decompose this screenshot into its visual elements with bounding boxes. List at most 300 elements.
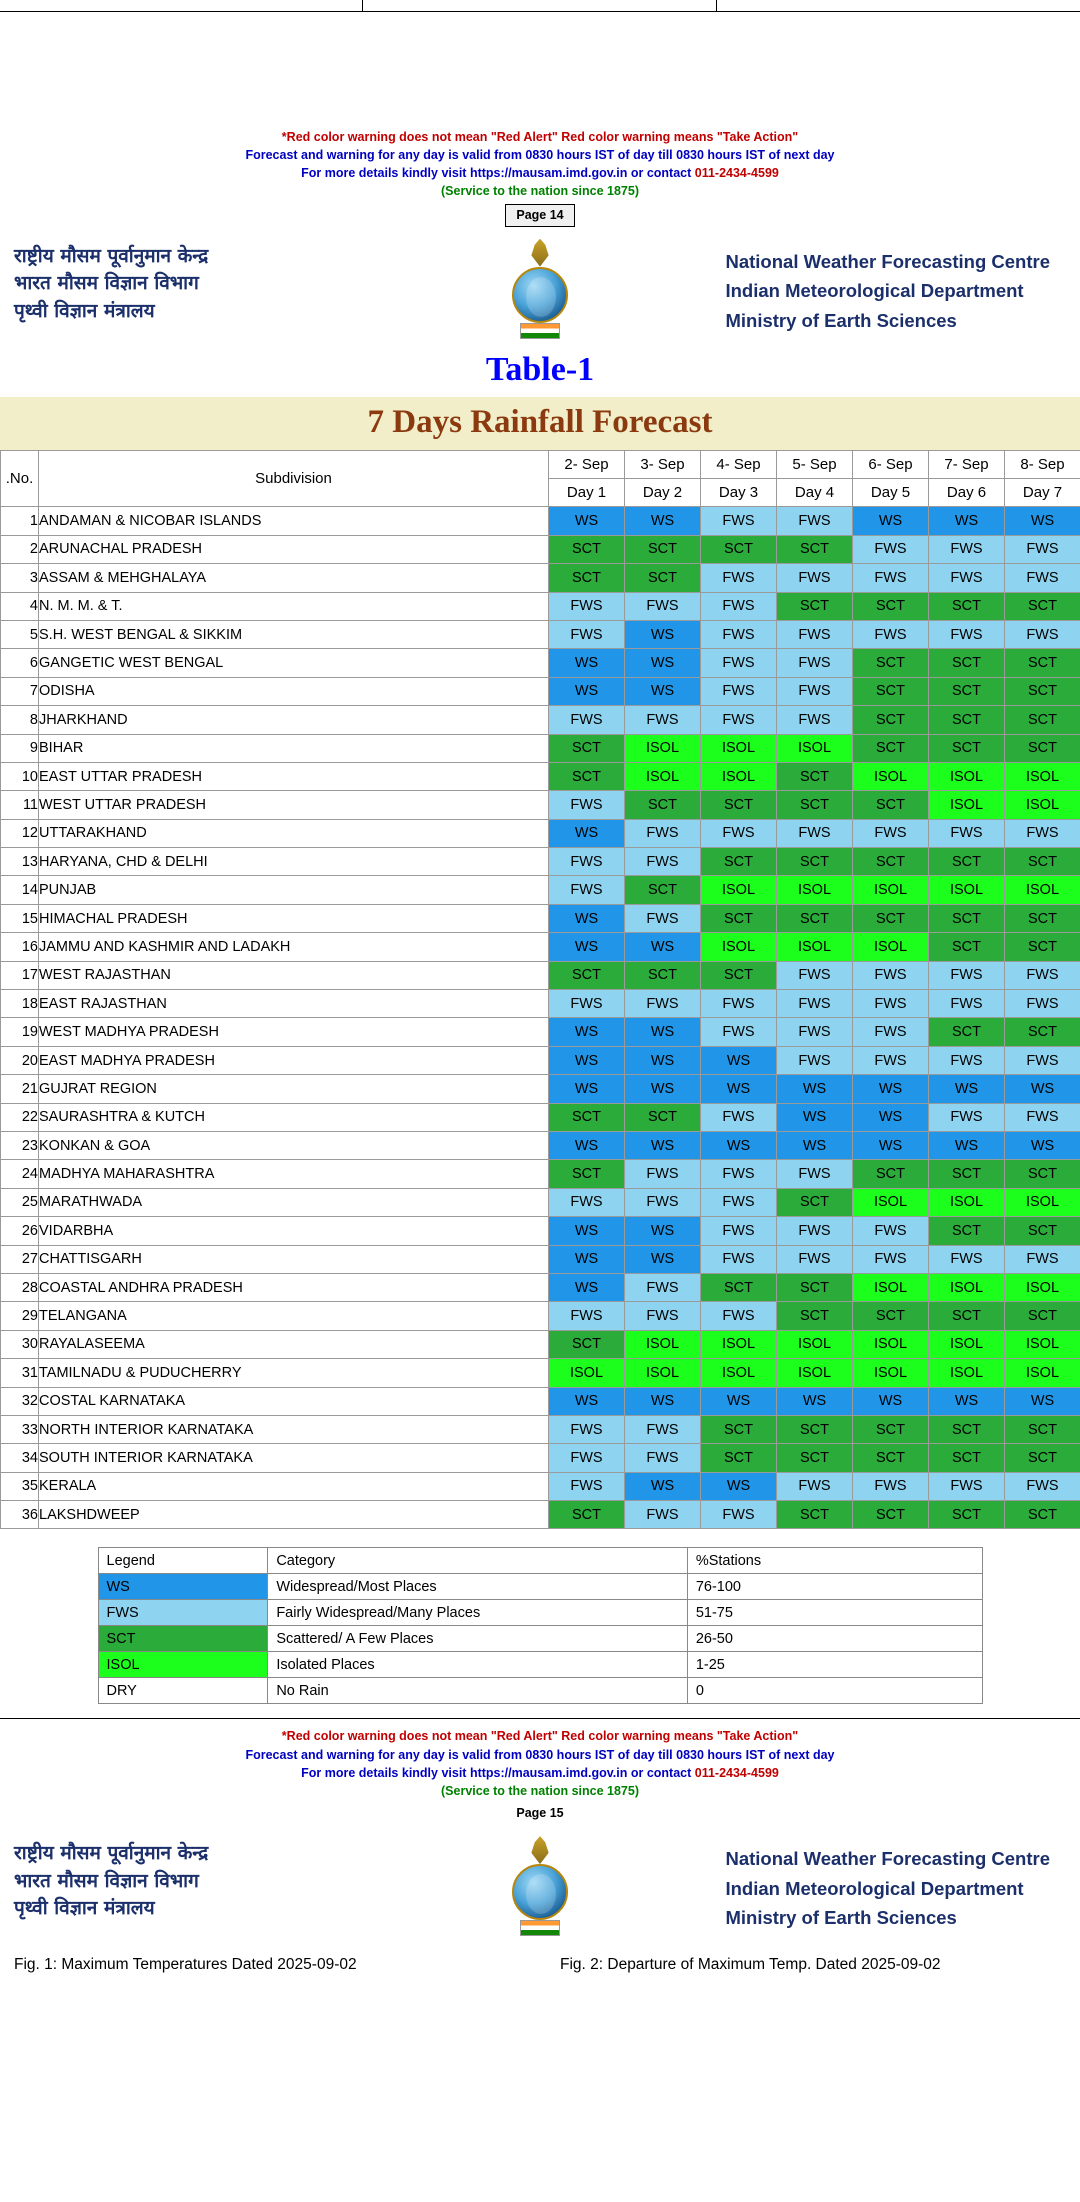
forecast-cell-day-6: ISOL xyxy=(929,762,1005,790)
header-date-6: 7- Sep xyxy=(929,450,1005,478)
forecast-cell-day-5: FWS xyxy=(853,1046,929,1074)
table-row xyxy=(1,1075,1080,1103)
forecast-cell-day-6: SCT xyxy=(929,1018,1005,1046)
forecast-cell-day-1: FWS xyxy=(549,592,625,620)
row-serial-no: 32 xyxy=(1,1387,39,1415)
forecast-cell-day-1: SCT xyxy=(549,535,625,563)
legend-percent-stations: 76-100 xyxy=(687,1574,982,1600)
forecast-cell-day-3: FWS xyxy=(701,1217,777,1245)
row-subdivision-name: ANDAMAN & NICOBAR ISLANDS xyxy=(39,507,549,535)
row-serial-no: 34 xyxy=(1,1444,39,1472)
letterhead-eng-line1: National Weather Forecasting Centre xyxy=(725,250,1050,272)
forecast-cell-day-5: ISOL xyxy=(853,876,929,904)
row-subdivision-name: LAKSHDWEEP xyxy=(39,1501,549,1529)
forecast-cell-day-5: SCT xyxy=(853,791,929,819)
row-subdivision-name: UTTARAKHAND xyxy=(39,819,549,847)
forecast-cell-day-3: ISOL xyxy=(701,762,777,790)
row-serial-no: 28 xyxy=(1,1273,39,1301)
header-day-5: Day 5 xyxy=(853,479,929,507)
forecast-cell-day-2: WS xyxy=(625,933,701,961)
forecast-cell-day-4: FWS xyxy=(777,649,853,677)
forecast-cell-day-2: FWS xyxy=(625,706,701,734)
forecast-cell-day-5: SCT xyxy=(853,904,929,932)
forecast-cell-day-2: SCT xyxy=(625,1103,701,1131)
forecast-cell-day-4: SCT xyxy=(777,1273,853,1301)
table-row xyxy=(1,1245,1080,1273)
row-subdivision-name: WEST MADHYA PRADESH xyxy=(39,1018,549,1046)
forecast-cell-day-2: WS xyxy=(625,649,701,677)
row-subdivision-name: JHARKHAND xyxy=(39,706,549,734)
row-subdivision-name: TELANGANA xyxy=(39,1302,549,1330)
forecast-cell-day-5: SCT xyxy=(853,1415,929,1443)
letterhead-eng-line2-bottom: Indian Meteorological Department xyxy=(725,1877,1024,1899)
forecast-cell-day-3: FWS xyxy=(701,1018,777,1046)
row-subdivision-name: VIDARBHA xyxy=(39,1217,549,1245)
row-subdivision-name: SOUTH INTERIOR KARNATAKA xyxy=(39,1444,549,1472)
forecast-cell-day-1: SCT xyxy=(549,1501,625,1529)
header-day-1: Day 1 xyxy=(549,479,625,507)
table-row xyxy=(1,1103,1080,1131)
header-date-2: 3- Sep xyxy=(625,450,701,478)
table-row xyxy=(1,876,1080,904)
legend-percent-stations: 26-50 xyxy=(687,1626,982,1652)
forecast-cell-day-5: FWS xyxy=(853,1472,929,1500)
forecast-cell-day-3: SCT xyxy=(701,535,777,563)
forecast-cell-day-5: SCT xyxy=(853,706,929,734)
top-horizontal-rule xyxy=(0,11,1080,12)
forecast-cell-day-4: WS xyxy=(777,1132,853,1160)
disclaimer-line-red: *Red color warning does not mean "Red Alert" Red color warning means "Take Action" xyxy=(281,130,799,144)
forecast-cell-day-7: SCT xyxy=(1005,734,1080,762)
forecast-cell-day-7: FWS xyxy=(1005,620,1080,648)
forecast-cell-day-4: ISOL xyxy=(777,1359,853,1387)
forecast-cell-day-4: SCT xyxy=(777,791,853,819)
legend-category: Isolated Places xyxy=(268,1652,688,1678)
forecast-cell-day-7: SCT xyxy=(1005,592,1080,620)
forecast-cell-day-3: FWS xyxy=(701,649,777,677)
letterhead-eng-line3-bottom: Ministry of Earth Sciences xyxy=(725,1907,957,1929)
row-serial-no: 31 xyxy=(1,1359,39,1387)
banner-title: 7 Days Rainfall Forecast xyxy=(0,397,1080,450)
top-disclaimer xyxy=(0,128,1080,227)
forecast-cell-day-3: ISOL xyxy=(701,876,777,904)
disclaimer-line-validity-bottom: Forecast and warning for any day is valid from 0830 hours IST of day till 0830 hours IST of next day xyxy=(245,1747,835,1762)
legend-category: Fairly Widespread/Many Places xyxy=(268,1600,688,1626)
row-serial-no: 7 xyxy=(1,677,39,705)
forecast-cell-day-7: FWS xyxy=(1005,990,1080,1018)
forecast-cell-day-6: SCT xyxy=(929,1415,1005,1443)
letterhead-hindi-line3-bottom: पृथ्वी विज्ञान मंत्रालय xyxy=(14,1897,155,1920)
forecast-cell-day-4: FWS xyxy=(777,1245,853,1273)
table-row xyxy=(1,1415,1080,1443)
forecast-cell-day-7: WS xyxy=(1005,1075,1080,1103)
forecast-cell-day-5: ISOL xyxy=(853,762,929,790)
forecast-cell-day-3: FWS xyxy=(701,677,777,705)
legend-header-row xyxy=(98,1548,982,1574)
forecast-cell-day-7: FWS xyxy=(1005,819,1080,847)
forecast-cell-day-1: FWS xyxy=(549,1302,625,1330)
forecast-cell-day-2: FWS xyxy=(625,1501,701,1529)
forecast-cell-day-5: FWS xyxy=(853,961,929,989)
forecast-cell-day-1: WS xyxy=(549,1217,625,1245)
forecast-cell-day-5: FWS xyxy=(853,1245,929,1273)
forecast-cell-day-7: FWS xyxy=(1005,564,1080,592)
header-date-5: 6- Sep xyxy=(853,450,929,478)
forecast-cell-day-5: SCT xyxy=(853,848,929,876)
row-serial-no: 8 xyxy=(1,706,39,734)
forecast-cell-day-3: ISOL xyxy=(701,1330,777,1358)
forecast-cell-day-2: WS xyxy=(625,1387,701,1415)
forecast-cell-day-1: FWS xyxy=(549,848,625,876)
row-serial-no: 14 xyxy=(1,876,39,904)
legend-category: Widespread/Most Places xyxy=(268,1574,688,1600)
forecast-cell-day-4: FWS xyxy=(777,507,853,535)
forecast-cell-day-1: SCT xyxy=(549,762,625,790)
row-serial-no: 33 xyxy=(1,1415,39,1443)
forecast-cell-day-7: WS xyxy=(1005,1387,1080,1415)
forecast-cell-day-1: WS xyxy=(549,933,625,961)
legend-code: SCT xyxy=(98,1626,268,1652)
disclaimer-line-contact xyxy=(0,164,1080,182)
forecast-cell-day-5: WS xyxy=(853,507,929,535)
contact-mid: or contact xyxy=(627,166,695,181)
forecast-cell-day-7: SCT xyxy=(1005,677,1080,705)
forecast-cell-day-7: SCT xyxy=(1005,1217,1080,1245)
forecast-cell-day-4: ISOL xyxy=(777,876,853,904)
forecast-cell-day-4: FWS xyxy=(777,1160,853,1188)
forecast-cell-day-3: WS xyxy=(701,1075,777,1103)
forecast-cell-day-4: SCT xyxy=(777,535,853,563)
figure-2-caption: Fig. 2: Departure of Maximum Temp. Dated 2025-09-02 xyxy=(560,1956,941,1974)
header-date-3: 4- Sep xyxy=(701,450,777,478)
forecast-cell-day-6: FWS xyxy=(929,1103,1005,1131)
row-serial-no: 1 xyxy=(1,507,39,535)
forecast-cell-day-6: SCT xyxy=(929,933,1005,961)
forecast-cell-day-7: SCT xyxy=(1005,933,1080,961)
legend-header-category: Category xyxy=(268,1548,688,1574)
table-row xyxy=(1,848,1080,876)
forecast-cell-day-4: SCT xyxy=(777,904,853,932)
forecast-cell-day-3: ISOL xyxy=(701,933,777,961)
forecast-cell-day-1: FWS xyxy=(549,1472,625,1500)
disclaimer-line-validity: Forecast and warning for any day is valid from 0830 hours IST of day till 0830 hours IST of next day xyxy=(245,148,835,163)
forecast-cell-day-6: WS xyxy=(929,507,1005,535)
forecast-cell-day-1: WS xyxy=(549,507,625,535)
forecast-cell-day-6: FWS xyxy=(929,620,1005,648)
disclaimer-line-service-bottom: (Service to the nation since 1875) xyxy=(441,1783,639,1798)
forecast-cell-day-5: WS xyxy=(853,1387,929,1415)
row-serial-no: 27 xyxy=(1,1245,39,1273)
forecast-cell-day-3: WS xyxy=(701,1046,777,1074)
forecast-cell-day-1: FWS xyxy=(549,990,625,1018)
forecast-cell-day-3: WS xyxy=(701,1387,777,1415)
forecast-cell-day-4: FWS xyxy=(777,961,853,989)
row-serial-no: 3 xyxy=(1,564,39,592)
forecast-cell-day-2: FWS xyxy=(625,990,701,1018)
forecast-cell-day-3: SCT xyxy=(701,791,777,819)
forecast-cell-day-4: SCT xyxy=(777,1415,853,1443)
row-serial-no: 20 xyxy=(1,1046,39,1074)
forecast-cell-day-6: ISOL xyxy=(929,1188,1005,1216)
row-subdivision-name: N. M. M. & T. xyxy=(39,592,549,620)
contact-mid-bottom: or contact xyxy=(627,1765,695,1780)
forecast-cell-day-1: SCT xyxy=(549,1103,625,1131)
forecast-cell-day-6: SCT xyxy=(929,1302,1005,1330)
forecast-cell-day-3: FWS xyxy=(701,1302,777,1330)
legend-header-pct: %Stations xyxy=(687,1548,982,1574)
forecast-cell-day-3: FWS xyxy=(701,564,777,592)
table-row xyxy=(1,961,1080,989)
row-serial-no: 10 xyxy=(1,762,39,790)
table-row xyxy=(1,1217,1080,1245)
letterhead-hindi-line2-bottom: भारत मौसम विज्ञान विभाग xyxy=(14,1869,199,1892)
forecast-cell-day-1: WS xyxy=(549,1018,625,1046)
legend-code: DRY xyxy=(98,1678,268,1704)
forecast-cell-day-6: FWS xyxy=(929,990,1005,1018)
forecast-cell-day-2: SCT xyxy=(625,961,701,989)
forecast-cell-day-2: ISOL xyxy=(625,1330,701,1358)
forecast-cell-day-4: ISOL xyxy=(777,734,853,762)
row-serial-no: 9 xyxy=(1,734,39,762)
forecast-cell-day-2: WS xyxy=(625,1132,701,1160)
forecast-cell-day-4: WS xyxy=(777,1103,853,1131)
table-row xyxy=(1,1387,1080,1415)
forecast-cell-day-4: FWS xyxy=(777,564,853,592)
header-date-1: 2- Sep xyxy=(549,450,625,478)
forecast-cell-day-2: FWS xyxy=(625,1160,701,1188)
forecast-cell-day-1: WS xyxy=(549,677,625,705)
forecast-cell-day-1: SCT xyxy=(549,734,625,762)
row-serial-no: 4 xyxy=(1,592,39,620)
row-subdivision-name: NORTH INTERIOR KARNATAKA xyxy=(39,1415,549,1443)
forecast-cell-day-5: WS xyxy=(853,1103,929,1131)
forecast-cell-day-2: FWS xyxy=(625,1302,701,1330)
row-serial-no: 26 xyxy=(1,1217,39,1245)
forecast-table-body xyxy=(1,507,1080,1529)
forecast-cell-day-6: FWS xyxy=(929,535,1005,563)
forecast-cell-day-3: SCT xyxy=(701,961,777,989)
legend-row xyxy=(98,1626,982,1652)
forecast-cell-day-2: ISOL xyxy=(625,1359,701,1387)
forecast-cell-day-1: WS xyxy=(549,1132,625,1160)
header-day-7: Day 7 xyxy=(1005,479,1080,507)
forecast-cell-day-7: SCT xyxy=(1005,904,1080,932)
forecast-cell-day-6: FWS xyxy=(929,1046,1005,1074)
row-subdivision-name: GUJRAT REGION xyxy=(39,1075,549,1103)
table-row xyxy=(1,1330,1080,1358)
row-subdivision-name: PUNJAB xyxy=(39,876,549,904)
figure-captions xyxy=(0,1956,1080,1974)
forecast-cell-day-6: SCT xyxy=(929,1160,1005,1188)
row-subdivision-name: KERALA xyxy=(39,1472,549,1500)
contact-phone: 011-2434-4599 xyxy=(694,166,779,181)
row-subdivision-name: SAURASHTRA & KUTCH xyxy=(39,1103,549,1131)
row-subdivision-name: GANGETIC WEST BENGAL xyxy=(39,649,549,677)
forecast-cell-day-5: FWS xyxy=(853,535,929,563)
forecast-cell-day-7: ISOL xyxy=(1005,1273,1080,1301)
rainfall-forecast-table xyxy=(0,450,1080,1530)
forecast-cell-day-6: WS xyxy=(929,1132,1005,1160)
table-row xyxy=(1,734,1080,762)
table-row xyxy=(1,1132,1080,1160)
forecast-cell-day-4: FWS xyxy=(777,620,853,648)
forecast-cell-day-2: WS xyxy=(625,677,701,705)
forecast-cell-day-5: WS xyxy=(853,1075,929,1103)
forecast-cell-day-3: FWS xyxy=(701,592,777,620)
row-subdivision-name: COSTAL KARNATAKA xyxy=(39,1387,549,1415)
forecast-cell-day-3: FWS xyxy=(701,819,777,847)
forecast-cell-day-4: FWS xyxy=(777,706,853,734)
legend-code: WS xyxy=(98,1574,268,1600)
row-serial-no: 30 xyxy=(1,1330,39,1358)
forecast-cell-day-6: ISOL xyxy=(929,1273,1005,1301)
row-subdivision-name: KONKAN & GOA xyxy=(39,1132,549,1160)
forecast-cell-day-2: FWS xyxy=(625,1188,701,1216)
forecast-cell-day-1: WS xyxy=(549,904,625,932)
forecast-cell-day-4: FWS xyxy=(777,990,853,1018)
table-row xyxy=(1,535,1080,563)
forecast-cell-day-4: SCT xyxy=(777,1302,853,1330)
legend-header-code: Legend xyxy=(98,1548,268,1574)
legend-row xyxy=(98,1678,982,1704)
forecast-cell-day-3: SCT xyxy=(701,848,777,876)
contact-prefix: For more details kindly visit xyxy=(301,166,470,181)
forecast-cell-day-2: ISOL xyxy=(625,762,701,790)
forecast-cell-day-4: FWS xyxy=(777,1046,853,1074)
forecast-cell-day-7: SCT xyxy=(1005,1302,1080,1330)
table-row xyxy=(1,1188,1080,1216)
forecast-cell-day-2: WS xyxy=(625,1018,701,1046)
forecast-cell-day-1: FWS xyxy=(549,1188,625,1216)
forecast-cell-day-1: WS xyxy=(549,819,625,847)
row-serial-no: 17 xyxy=(1,961,39,989)
table-row xyxy=(1,904,1080,932)
table-row xyxy=(1,1359,1080,1387)
row-serial-no: 35 xyxy=(1,1472,39,1500)
table-row xyxy=(1,1501,1080,1529)
table-row xyxy=(1,1273,1080,1301)
forecast-cell-day-1: SCT xyxy=(549,961,625,989)
table-row xyxy=(1,592,1080,620)
forecast-cell-day-4: SCT xyxy=(777,848,853,876)
forecast-cell-day-7: ISOL xyxy=(1005,1359,1080,1387)
legend-row xyxy=(98,1574,982,1600)
forecast-cell-day-7: SCT xyxy=(1005,1018,1080,1046)
row-subdivision-name: S.H. WEST BENGAL & SIKKIM xyxy=(39,620,549,648)
disclaimer-line-service: (Service to the nation since 1875) xyxy=(441,184,639,199)
imd-website-link[interactable]: https://mausam.imd.gov.in xyxy=(469,166,628,181)
emblem-globe-icon xyxy=(512,267,568,323)
forecast-cell-day-3: FWS xyxy=(701,507,777,535)
forecast-cell-day-5: ISOL xyxy=(853,1188,929,1216)
table-row xyxy=(1,933,1080,961)
legend-code: FWS xyxy=(98,1600,268,1626)
forecast-cell-day-5: ISOL xyxy=(853,1330,929,1358)
header-serial-no: .No. xyxy=(1,450,39,507)
forecast-cell-day-2: FWS xyxy=(625,848,701,876)
letterhead-english-block-bottom xyxy=(725,1844,1050,1933)
forecast-cell-day-5: FWS xyxy=(853,990,929,1018)
forecast-cell-day-2: WS xyxy=(625,1217,701,1245)
forecast-cell-day-6: ISOL xyxy=(929,876,1005,904)
forecast-cell-day-2: WS xyxy=(625,507,701,535)
forecast-cell-day-1: SCT xyxy=(549,1160,625,1188)
forecast-cell-day-3: FWS xyxy=(701,1103,777,1131)
row-serial-no: 12 xyxy=(1,819,39,847)
forecast-cell-day-7: FWS xyxy=(1005,535,1080,563)
table-row xyxy=(1,990,1080,1018)
forecast-cell-day-3: FWS xyxy=(701,620,777,648)
forecast-cell-day-1: FWS xyxy=(549,791,625,819)
forecast-cell-day-7: SCT xyxy=(1005,649,1080,677)
forecast-cell-day-5: FWS xyxy=(853,819,929,847)
forecast-cell-day-1: SCT xyxy=(549,564,625,592)
table-row xyxy=(1,1046,1080,1074)
forecast-cell-day-5: FWS xyxy=(853,1018,929,1046)
forecast-cell-day-4: FWS xyxy=(777,1018,853,1046)
forecast-cell-day-1: FWS xyxy=(549,1415,625,1443)
forecast-cell-day-1: WS xyxy=(549,1387,625,1415)
forecast-cell-day-3: FWS xyxy=(701,706,777,734)
forecast-cell-day-6: SCT xyxy=(929,706,1005,734)
emblem-ribbon-icon xyxy=(520,323,560,339)
forecast-cell-day-3: FWS xyxy=(701,1160,777,1188)
letterhead-hindi-block xyxy=(14,243,208,326)
table-row xyxy=(1,1160,1080,1188)
forecast-cell-day-6: WS xyxy=(929,1387,1005,1415)
forecast-cell-day-1: FWS xyxy=(549,706,625,734)
forecast-cell-day-7: FWS xyxy=(1005,1472,1080,1500)
forecast-cell-day-1: WS xyxy=(549,1245,625,1273)
row-subdivision-name: TAMILNADU & PUDUCHERRY xyxy=(39,1359,549,1387)
page-number-top: Page 14 xyxy=(505,204,574,227)
table-row xyxy=(1,620,1080,648)
legend-row xyxy=(98,1600,982,1626)
row-serial-no: 18 xyxy=(1,990,39,1018)
disclaimer-line-contact-bottom xyxy=(0,1764,1080,1782)
row-subdivision-name: WEST UTTAR PRADESH xyxy=(39,791,549,819)
forecast-cell-day-2: FWS xyxy=(625,1415,701,1443)
page-number-bottom: Page 15 xyxy=(516,1805,564,1820)
row-serial-no: 13 xyxy=(1,848,39,876)
row-serial-no: 25 xyxy=(1,1188,39,1216)
row-subdivision-name: MADHYA MAHARASHTRA xyxy=(39,1160,549,1188)
forecast-cell-day-5: SCT xyxy=(853,649,929,677)
forecast-cell-day-1: WS xyxy=(549,1046,625,1074)
forecast-cell-day-4: FWS xyxy=(777,819,853,847)
legend-code: ISOL xyxy=(98,1652,268,1678)
forecast-cell-day-5: SCT xyxy=(853,1501,929,1529)
legend-percent-stations: 1-25 xyxy=(687,1652,982,1678)
forecast-cell-day-6: SCT xyxy=(929,592,1005,620)
forecast-cell-day-4: WS xyxy=(777,1075,853,1103)
emblem-crest-icon xyxy=(528,239,552,267)
disclaimer-line-red-bottom: *Red color warning does not mean "Red Alert" Red color warning means "Take Action" xyxy=(281,1729,799,1744)
forecast-cell-day-7: SCT xyxy=(1005,706,1080,734)
imd-website-link-bottom[interactable]: https://mausam.imd.gov.in xyxy=(469,1765,628,1780)
forecast-cell-day-2: FWS xyxy=(625,592,701,620)
forecast-cell-day-2: SCT xyxy=(625,791,701,819)
forecast-cell-day-6: SCT xyxy=(929,904,1005,932)
table-header-dates xyxy=(1,450,1080,478)
table-title: Table-1 xyxy=(485,350,595,388)
row-serial-no: 11 xyxy=(1,791,39,819)
header-day-4: Day 4 xyxy=(777,479,853,507)
contact-phone-bottom: 011-2434-4599 xyxy=(694,1765,779,1780)
forecast-cell-day-3: SCT xyxy=(701,904,777,932)
header-date-4: 5- Sep xyxy=(777,450,853,478)
forecast-cell-day-6: SCT xyxy=(929,649,1005,677)
